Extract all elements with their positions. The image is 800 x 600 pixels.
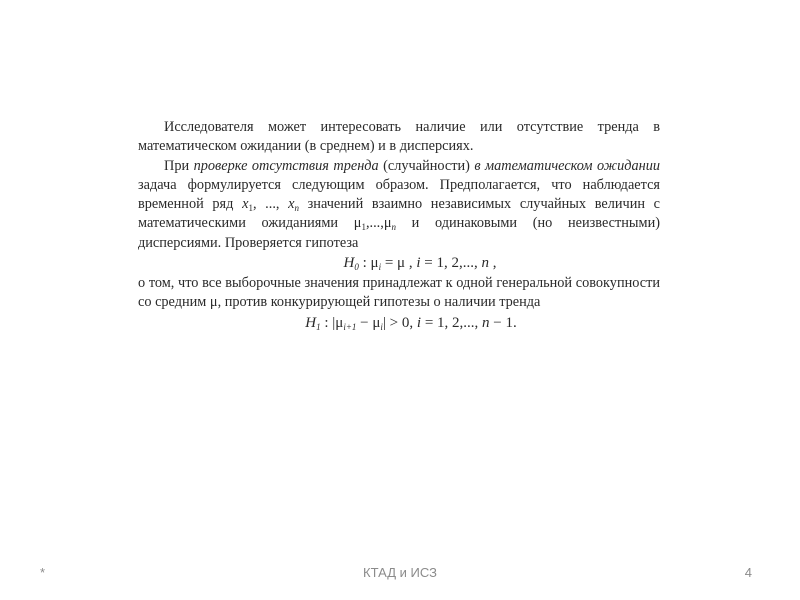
math-subscript: n bbox=[391, 222, 396, 233]
math-subscript: i bbox=[378, 262, 382, 273]
footer-date-placeholder: * bbox=[40, 565, 46, 580]
math-subscript: 1 bbox=[316, 321, 321, 332]
math-var: i bbox=[416, 255, 421, 272]
slide-text-block bbox=[138, 118, 660, 334]
math-op: | > 0, bbox=[382, 314, 417, 331]
math-subscript: n bbox=[294, 203, 299, 214]
text-segment: значений взаимно независимых случайных величин с математическими ожиданиями bbox=[138, 196, 661, 232]
math-subscript: 0 bbox=[354, 262, 359, 273]
math-op: = μ , bbox=[381, 255, 417, 272]
italic-phrase: проверке отсутствия тренда bbox=[193, 157, 379, 174]
text-segment: и одинаковыми (но неизвестными) дисперсиями. Проверяется гипотеза bbox=[138, 215, 660, 251]
math-subscript: 1 bbox=[248, 203, 253, 214]
text-segment: , ..., bbox=[252, 196, 289, 213]
math-op: − 1. bbox=[489, 314, 517, 331]
math-subscript: i+1 bbox=[343, 321, 357, 332]
math-op: , bbox=[488, 255, 497, 272]
math-var: H bbox=[305, 314, 317, 331]
math-var: n bbox=[482, 314, 490, 331]
math-op: = 1, 2,..., bbox=[421, 314, 483, 331]
text-segment: ,..., bbox=[365, 215, 384, 232]
formula-h0 bbox=[138, 253, 660, 274]
slide-number: 4 bbox=[744, 565, 752, 580]
paragraph-intro: Исследователя может интересовать наличие или отсутствие тренда в математическом ожидании (в среднем) и в дисперсиях. bbox=[138, 119, 660, 155]
math-op: : |μ bbox=[320, 314, 344, 331]
math-op: − μ bbox=[356, 314, 381, 331]
text-segment: (случайности) bbox=[378, 157, 475, 174]
math-var: x bbox=[242, 196, 249, 213]
math-subscript: 1 bbox=[361, 222, 366, 233]
math-var: μ bbox=[353, 215, 362, 232]
italic-phrase: в математическом ожидании bbox=[474, 157, 661, 174]
math-subscript: i bbox=[380, 321, 383, 332]
text-segment: При bbox=[164, 157, 194, 174]
formula-h1 bbox=[138, 313, 660, 334]
paragraph-trend-test bbox=[138, 157, 660, 253]
paragraph-alternative: о том, что все выборочные значения принадлежат к одной генеральной совокупности со средним μ, против конкурирующей гипотезы о наличии тренда bbox=[138, 275, 660, 311]
math-var: i bbox=[416, 314, 422, 331]
math-op: : bbox=[358, 255, 371, 272]
footer-title: КТАД и ИСЗ bbox=[363, 565, 437, 580]
math-var: n bbox=[481, 255, 489, 272]
math-var: x bbox=[288, 196, 295, 213]
text-segment: задача формулируется следующим образом. Предполагается, что наблюдается временной ряд bbox=[138, 176, 660, 213]
math-op: = 1, 2,..., bbox=[420, 255, 482, 272]
math-var: H bbox=[343, 255, 355, 272]
math-var: μ bbox=[370, 255, 379, 272]
math-var: μ bbox=[383, 215, 392, 232]
